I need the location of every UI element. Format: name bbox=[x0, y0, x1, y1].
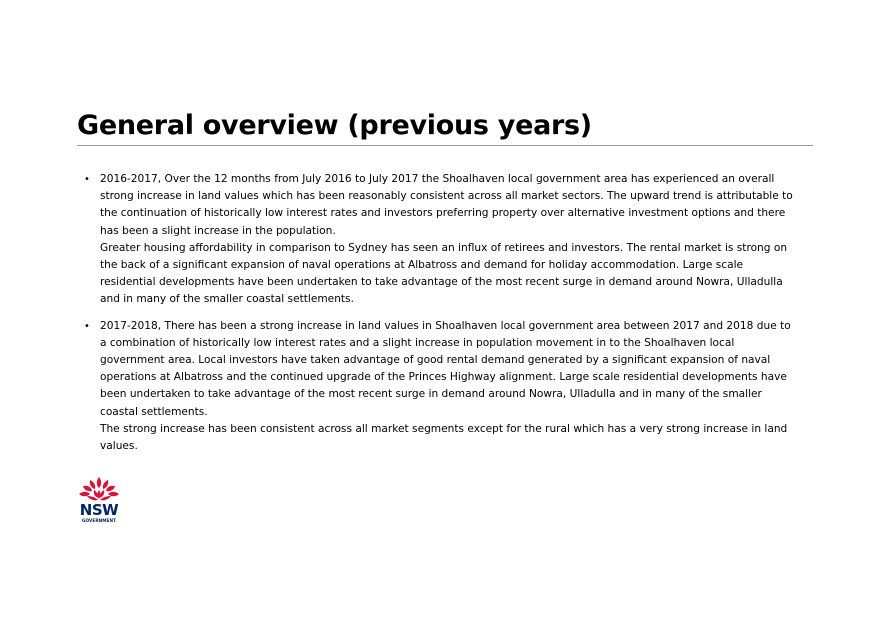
bullet-list bbox=[84, 171, 798, 464]
bullet-marker: • bbox=[84, 320, 90, 332]
bullet-marker: • bbox=[84, 174, 90, 185]
waratah-flower-icon bbox=[76, 476, 122, 504]
logo-nsw-text: NSW bbox=[79, 501, 119, 519]
bullet-paragraph: 2017-2018, There has been a strong increase in land values in Shoalhaven local government area between 2017 and 2018 due to a combination of historically low interest rates and a slight increase in population movement in to the Shoalhaven local government area. Local investors have taken advantage of good rental demand generated by a significant expansion of naval operations at Albatross and the continued upgrade of the Princes Highway alignment. Large scale residential developments have been undertaken to take advantage of the most recent surge in demand around Nowra, Ulladulla and in many of the smaller coastal settlements. bbox=[100, 319, 791, 418]
nsw-government-logo bbox=[76, 476, 122, 526]
bullet-item-2017-2018 bbox=[84, 318, 798, 456]
page-title: General overview (previous years) bbox=[77, 110, 592, 141]
bullet-paragraph: Greater housing affordability in comparison to Sydney has seen an influx of retirees and investors. The rental market is strong on the back of a significant expansion of naval operations at Albatross and demand for holiday accommodation. Large scale residential developments have been undertaken to take advantage of the most recent surge in demand around Nowra, Ulladulla and in many of the smaller coastal settlements. bbox=[100, 241, 788, 306]
bullet-item-2016-2017 bbox=[84, 171, 798, 309]
logo-government-text: GOVERNMENT bbox=[81, 518, 117, 523]
title-divider bbox=[77, 145, 813, 146]
bullet-paragraph: The strong increase has been consistent across all market segments except for the rural which has a very strong increase in land values. bbox=[100, 422, 788, 453]
bullet-paragraph: 2016-2017, Over the 12 months from July 2016 to July 2017 the Shoalhaven local government area has experienced an overall strong increase in land values which has been reasonably consistent across all market sectors. The upward trend is attributable to the continuation of historically low interest rates and investors preferring property over alternative investment options and there has been a slight increase in the population. bbox=[100, 173, 793, 237]
